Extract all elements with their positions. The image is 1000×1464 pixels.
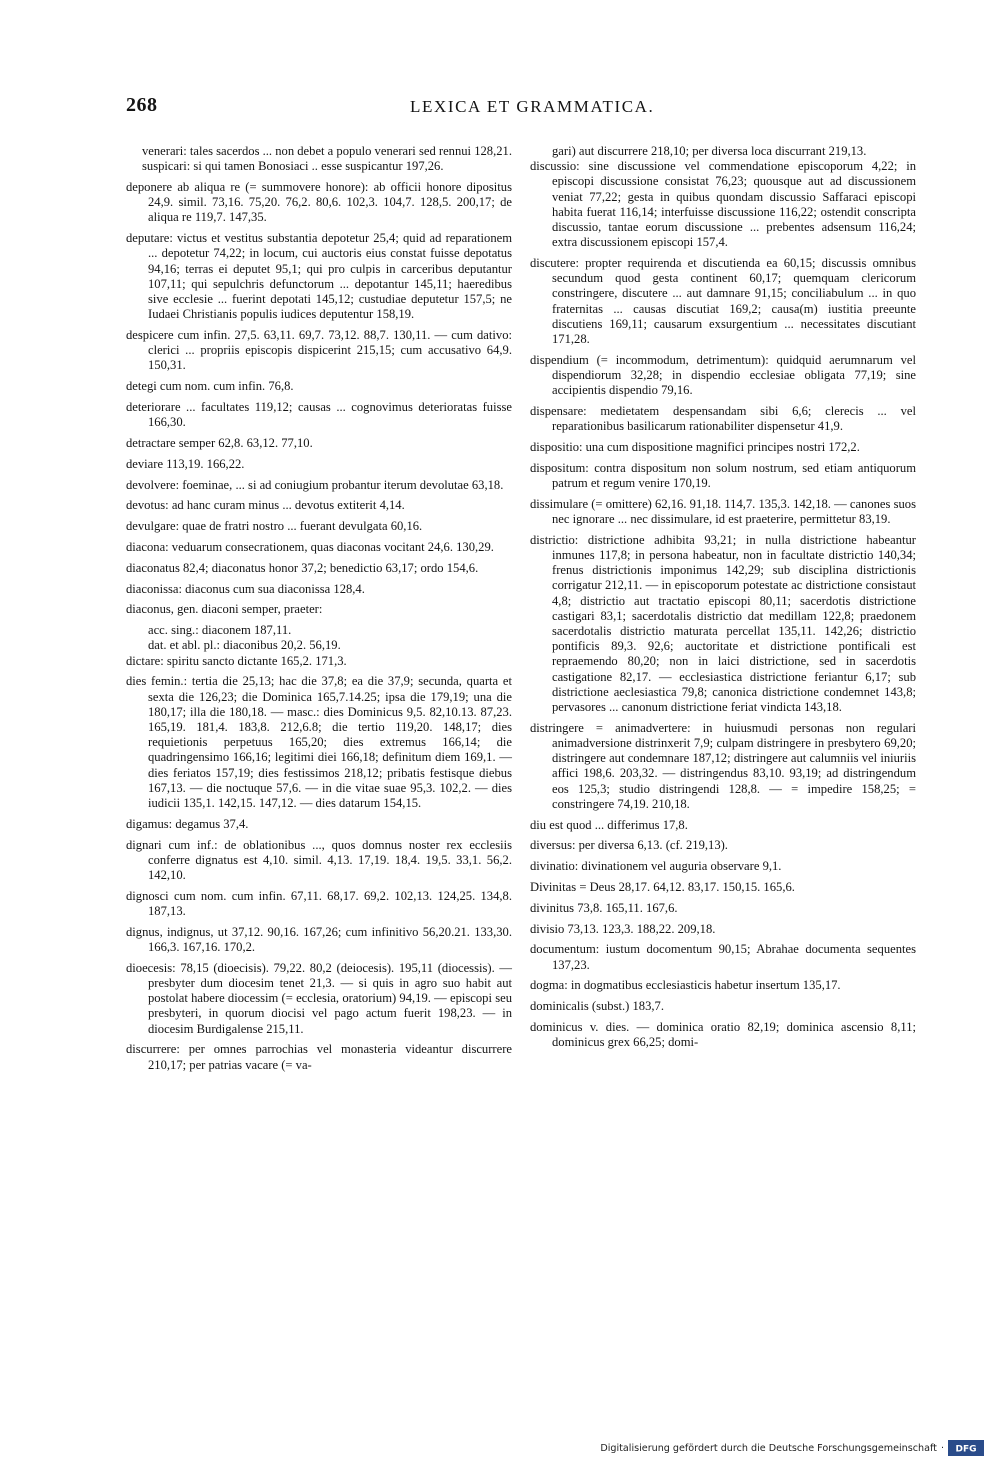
credit-text: Digitalisierung gefördert durch die Deutsche Forschungsgemeinschaft [600,1442,937,1454]
lexicon-entry: deteriorare ... facultates 119,12; causas ... cognovimus deterioratas fuisse 166,30. [126,400,512,430]
right-column [530,144,916,1056]
dfg-logo-icon [951,1443,981,1453]
lexicon-entry: divinatio: divinationem vel auguria observare 9,1. [530,859,782,874]
lexicon-entry: dissimulare (= omittere) 62,16. 91,18. 114,7. 135,3. 142,18. — canones suos nec ignorare ... nec dissimulare, id est praeterire, permittetur 83,19. [530,496,916,527]
lexicon-entry: gari) aut discurrere 218,10; per diversa loca discurrant 219,13. [552,144,867,158]
logo-text: DFG [955,1444,977,1453]
page-number: 268 [126,94,158,116]
lexicon-entry: detractare semper 62,8. 63,12. 77,10. [126,436,313,451]
lexicon-entry: despicere cum infin. 27,5. 63,11. 69,7. 73,12. 88,7. 130,11. — cum dativo: clerici ... propriis episcopis dispicerint 215,15; cum accusativo 64,9. 150,31. [126,328,512,373]
lexicon-entry: diacona: veduarum consecrationem, quas diaconas vocitant 24,6. 130,29. [126,540,494,554]
lexicon-entry: diversus: per diversa 6,13. (cf. 219,13). [530,838,728,853]
lexicon-entry: dictare: spiritu sancto dictante 165,2. 171,3. [126,653,347,668]
lexicon-entry: discurrere: per omnes parrochias vel monasteria videantur discurrere 210,17; per patrias vacare (= va- [126,1042,512,1072]
lexicon-entry: dispensare: medietatem despensandam sibi 6,6; clerecis ... vel reparationibus basilicarum rationabiliter dispensetur 41,9. [530,404,916,434]
lexicon-entry: diaconissa: diaconus cum sua diaconissa 128,4. [126,581,365,596]
lexicon-entry: distringere = animadvertere: in huiusmudi personas non regulari animadversione distrinxerit 7,9; culpam distringere in presbytero 69,20; distringere aut condemnare 187,12; distringere aut calumniis vel iniuriis affici 198,6. 203,32. — distringendus 83,10. 93,19; ad distringendum eos 125,3; studio distringendi 128,8. — = impedire 158,25; = constringere 74,19. 210,18. [530,720,916,811]
lexicon-entry: dat. et abl. pl.: diaconibus 20,2. 56,19. [148,638,341,653]
lexicon-entry: digamus: degamus 37,4. [126,816,249,831]
lexicon-entry: dominicus v. dies. — dominica oratio 82,19; dominica ascensio 8,11; dominicus grex 66,25; domi- [530,1020,916,1050]
lexicon-entry: dignari cum inf.: de oblationibus ..., quos domnus noster rex ecclesiis conferre dignatus est 4,10. simil. 4,13. 17,19. 18,4. 19,5. 33,1. 56,2. 142,10. [126,837,512,883]
lexicon-entry: discutere: propter requirenda et discutienda ea 60,15; discussis omnibus secundum quod gesta continent 60,17; quemquam clericorum constringere, discutere ... aut damnare 91,15; conciliabulum ... in quo fraternitas ... causas discutiat 169,2; causa(m) iustitia preeunte discutiens 169,11; causarum exsurgentium ... necessitates discutiant 171,28. [530,256,916,347]
lexicon-entry: dogma: in dogmatibus ecclesiasticis habetur insertum 135,17. [530,978,841,993]
lexicon-entry: dispositio: una cum dispositione magnifici principes nostri 172,2. [530,440,860,455]
lexicon-entry: devotus: ad hanc curam minus ... devotus extiterit 4,14. [126,498,405,513]
lexicon-entry: deponere ab aliqua re (= summovere honore): ab officii honore dipositus 24,9. simil. 73,16. 75,20. 76,2. 80,6. 102,3. 104,7. 128,5. 200,17; de aliqua re 119,7. 147,35. [126,180,512,225]
lexicon-entry: diaconus, gen. diaconi semper, praeter: [126,602,323,617]
dfg-logo [948,1440,984,1456]
lexicon-entry: detegi cum nom. cum infin. 76,8. [126,379,294,394]
lexicon-entry: dioecesis: 78,15 (dioecisis). 79,22. 80,2 (deiocesis). 195,11 (diocessis). — presbyter dum diocesim tenet 21,3. — si quis in agro suo habit aut postolat habere diocessim (= ecclesia, oratorium) 94,19. — episcopi seu presbyteri, in quorum diocisi vel pago actum fuerit 198,23. — in diocesim Burdigalense 215,11. [126,960,512,1036]
lexicon-entry: dispositum: contra dispositum non solum nostrum, sed etiam antiquorum patrum et regum venire 170,19. [530,460,916,491]
credit-separator: · [940,1442,944,1454]
lexicon-entry: divisio 73,13. 123,3. 188,22. 209,18. [530,921,716,936]
lexicon-entry: dominicalis (subst.) 183,7. [530,999,664,1014]
lexicon-entry: dignosci cum nom. cum infin. 67,11. 68,17. 69,2. 102,13. 124,25. 134,8. 187,13. [126,888,512,919]
lexicon-entry: diaconatus 82,4; diaconatus honor 37,2; benedictio 63,17; ordo 154,6. [126,560,479,575]
footer-credit [600,1440,984,1456]
lexicon-entry: Divinitas = Deus 28,17. 64,12. 83,17. 150,15. 165,6. [530,880,795,895]
lexicon-entry: dispendium (= incommodum, detrimentum): quidquid aerumnarum vel dispendiorum 32,28; in dispendio ecclesiae obligata 77,19; sine accipientis dispendio 79,16. [530,352,916,398]
lexicon-entry: deviare 113,19. 166,22. [126,456,245,471]
lexicon-entry: deputare: victus et vestitus substantia depotetur 25,4; quid ad reparationem ... depotetur 74,22; in locum, cui auctoris eius constat fuisse depotatus 94,16; terras ei deputet 95,1; qui pro culpis in carceribus deputantur 107,11; qui sepulchris defunctorum ... depotantur 145,11; haeredibus sive ecclesie ... fuerint depotati 145,12; custudiae deputetur 157,5; ne Iudaei Christianis populis iudices deputentur 158,19. [126,231,512,322]
lexicon-entry: diu est quod ... differimus 17,8. [530,817,688,832]
left-column [126,144,512,1078]
lexicon-entry: divinitus 73,8. 165,11. 167,6. [530,900,678,915]
lexicon-entry: dignus, indignus, ut 37,12. 90,16. 167,26; cum infinitivo 56,20.21. 133,30. 166,3. 167,16. 170,2. [126,924,512,955]
lexicon-entry: districtio: districtione adhibita 93,21; in nulla districtione habeantur inmunes 117,8; in persona habeatur, non in facultate districtio 140,34; frenus districtionis imponimus 142,29; sub disciplina districtionis corrigatur 212,11. — in episcoporum potestate ac districtione consistaut 4,8; districtio aut tractatio episcopi 80,11; sacerdotis districtione castigari 83,1; sacerdotalis districtio dat medillam 122,8; praedonem sacerdotalis districtio maturata percellat 135,11. 142,26; districtio pontificis 89,3. 92,6; auctoritate et districtione pontificali est repraemendo 80,20; non in laici districtione, sed in sacerdotis castigatione 82,17. — ecclesiastica districtione feriantur 6,17; sub districtione aeclesiastica 79,8; canonica districtione condemnet 143,8; pervasores ... canonum districtione feriat vindicta 143,18. [530,532,916,715]
lexicon-entry: documentum: iustum docomentum 90,15; Abrahae documenta sequentes 137,23. [530,942,916,972]
lexicon-entry: dies femin.: tertia die 25,13; hac die 37,8; ea die 37,9; secunda, quarta et sexta die 126,23; die Dominica 165,7.14.25; ipsa die 179,19; una die 180,17; illa die 180,18. — masc.: dies Dominicus 9,5. 82,10.13. 87,23. 165,19. 181,4. 183,8. 212,6.8; die tertio 119,20. 148,17; dies requietionis perpetuus 165,20; dies extremus 166,14; die quadringensimo 166,16; legitimi diei 166,18; definitum diem 169,1. — dies feriatos 157,19; dies festissimos 218,12; pribatis festisque diebus 167,13. — die noctuque 57,6. — in die vitae suae 95,3. 102,2. — dies iudicii 135,1. 142,15. 147,12. — dies datarum 154,15. [126,674,512,811]
lexicon-entry: devulgare: quae de fratri nostro ... fuerant devulgata 60,16. [126,519,423,534]
running-title: LEXICA ET GRAMMATICA. [410,97,655,116]
page-header [126,94,910,124]
lexicon-entry: discussio: sine discussione vel commendatione episcoporum 4,22; in episcopi discussione consistat 76,23; quousque aut ad discussionem veniat 77,22; gesta in quibus quondam discussio Saffaraci episcopi habita fuerat 116,14; interfuisse discussione 116,22; ostendit conscripta discussio, tantae eorum discussione ... prebentes adsensum 116,24; extra discussionem episcopi 157,4. [530,159,916,250]
lexicon-entry: devolvere: foeminae, ... si ad coniugium probantur iterum devolutae 63,18. [126,477,504,492]
lexicon-entry: acc. sing.: diaconem 187,11. [148,623,292,638]
lexicon-entry: suspicari: si qui tamen Bonosiaci .. esse suspicantur 197,26. [142,159,444,174]
lexicon-entry: venerari: tales sacerdos ... non debet a populo venerari sed rennui 128,21. [142,144,512,158]
